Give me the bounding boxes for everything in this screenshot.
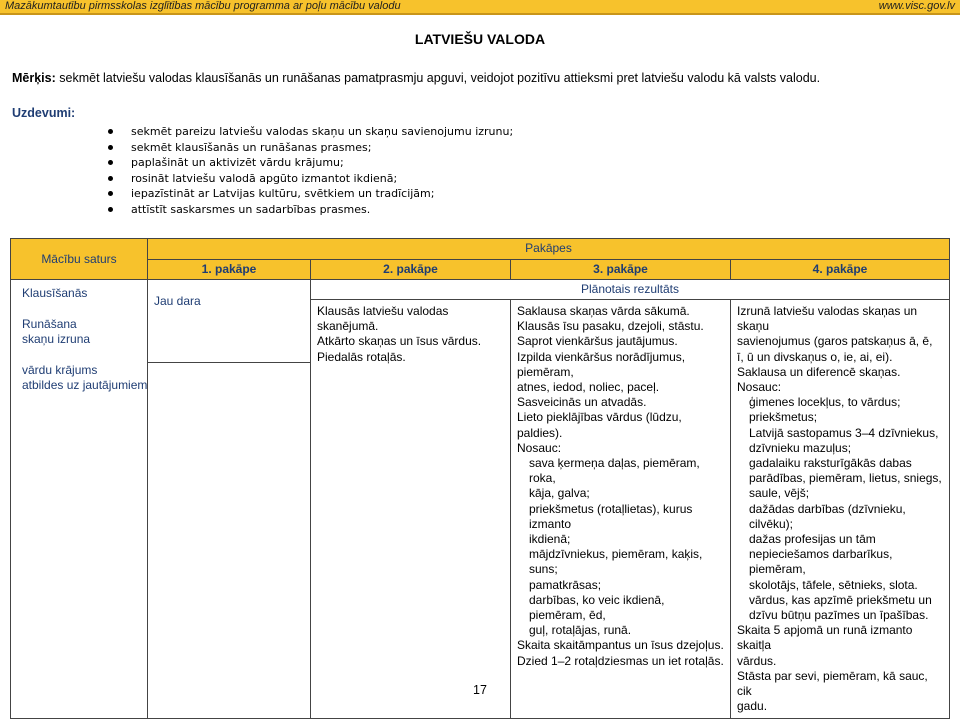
result-line: guļ, rotaļājas, runā. (529, 623, 632, 638)
level-4-content (731, 300, 950, 719)
header-bar (0, 0, 960, 15)
result-line: ikdienā; (529, 532, 571, 547)
area-runasana: Runāšana (22, 316, 77, 331)
result-line: ī, ū un divskaņus o, ie, ai, ei). (737, 349, 893, 364)
task-item: paplašināt un aktivizēt vārdu krājumu; (106, 155, 513, 171)
area-vardu-krajums: vārdu krājums (22, 362, 98, 377)
result-line: vārdus, kas apzīmē priekšmetu un (749, 592, 932, 607)
result-line: vārdus. (737, 653, 777, 668)
result-line: Saklausa un diferencē skaņas. (737, 364, 901, 379)
result-line: Klausās īsu pasaku, dzejoli, stāstu. (517, 319, 704, 334)
level-2-line: Atkārto skaņas un īsus vārdus. (317, 334, 482, 349)
result-line: Saprot vienkāršus jautājumus. (517, 334, 678, 349)
level-2-content (311, 300, 511, 719)
task-item: sekmēt pareizu latviešu valodas skaņu un skaņu savienojumu izrunu; (106, 124, 513, 140)
goal-paragraph (12, 71, 820, 85)
level-2-line: Piedalās rotaļās. (317, 349, 406, 364)
tasks-list (106, 124, 513, 217)
area-klausisanas: Klausīšanās (22, 286, 88, 300)
result-line: mājdzīvniekus, piemēram, kaķis, suns; (529, 547, 703, 577)
result-line: Dzied 1–2 rotaļdziesmas un iet rotaļās. (517, 653, 724, 668)
already-does-header: Jau dara (148, 280, 311, 363)
page-number: 17 (473, 683, 487, 697)
levels-header: Pakāpes (148, 239, 950, 260)
result-line: Stāsta par sevi, piemēram, kā sauc, cik (737, 668, 928, 699)
header-website: www.visc.gov.lv (878, 0, 955, 12)
result-line: gadu. (737, 699, 768, 714)
curriculum-table (10, 238, 950, 719)
result-line: atnes, iedod, noliec, paceļ. (517, 380, 660, 395)
area-atbildes: atbildes uz jautājumiem (22, 378, 148, 392)
goal-text: sekmēt latviešu valodas klausīšanās un runāšanas pamatprasmju apguvi, veidojot pozitīvu attieksmi pret latviešu valodu kā valsts valodu. (55, 71, 821, 85)
result-line: priekšmetus (rotaļlietas), kurus izmanto (529, 501, 693, 531)
header-program-title: Mazākumtautību pirmsskolas izglītības mācību programma ar poļu mācību valodu (5, 0, 401, 12)
result-line: dažas profesijas un tām (749, 532, 876, 547)
level-1-header: 1. pakāpe (148, 259, 311, 280)
result-line: priekšmetus; (749, 410, 818, 425)
result-line: Skaita 5 apjomā un runā izmanto skaitļa (737, 623, 913, 653)
task-item: attīstīt saskarsmes un sadarbības prasmes. (106, 202, 513, 218)
goal-label: Mērķis: (12, 71, 56, 85)
task-item: rosināt latviešu valodā apgūto izmantot ikdienā; (106, 171, 513, 187)
page-title: LATVIEŠU VALODA (414, 31, 546, 47)
level-2-header: 2. pakāpe (311, 259, 511, 280)
result-line: Izrunā latviešu valodas skaņas un skaņu (737, 304, 918, 334)
result-line: ģimenes locekļus, to vārdus; (749, 395, 901, 410)
result-line: nepieciešamos darbarīkus, piemēram, (749, 547, 893, 577)
result-line: Nosauc: (737, 380, 782, 395)
result-line: dzīvnieku mazuļus; (749, 440, 852, 455)
level-1-content (148, 363, 311, 719)
level-3-header: 3. pakāpe (511, 259, 731, 280)
level-2-line: Klausās latviešu valodas skanējumā. (317, 304, 449, 334)
result-line: Lieto pieklājības vārdus (lūdzu, paldies). (517, 410, 682, 440)
result-line: pamatkrāsas; (529, 577, 602, 592)
result-line: Skaita skaitāmpantus un īsus dzejoļus. (517, 638, 724, 653)
content-areas-column (11, 280, 148, 719)
result-line: Nosauc: (517, 440, 562, 455)
result-line: Izpilda vienkāršus norādījumus, piemēram, (517, 349, 686, 379)
result-line: saule, vējš; (749, 486, 810, 501)
area-skanu-izruna: skaņu izruna (22, 332, 91, 346)
result-line: darbības, ko veic ikdienā, piemēram, ēd, (529, 592, 665, 623)
result-line: kāja, galva; (529, 486, 590, 501)
planned-result-header: Plānotais rezultāts (311, 280, 950, 300)
level-4-header: 4. pakāpe (731, 259, 950, 280)
result-line: Latvijā sastopamus 3–4 dzīvniekus, (749, 425, 939, 440)
result-line: skolotājs, tāfele, sētnieks, slota. (749, 577, 918, 592)
task-item: iepazīstināt ar Latvijas kultūru, svētkiem un tradīcijām; (106, 186, 513, 202)
task-item: sekmēt klausīšanās un runāšanas prasmes; (106, 140, 513, 156)
result-line: dažādas darbības (dzīvnieku, cilvēku); (749, 501, 906, 531)
result-line: gadalaiku raksturīgākās dabas (749, 456, 912, 471)
result-line: parādības, piemēram, lietus, sniegs, (749, 471, 942, 486)
level-3-content (511, 300, 731, 719)
result-line: savienojumus (garos patskaņus ā, ē, (737, 334, 933, 349)
result-line: Saklausa skaņas vārda sākumā. (517, 304, 690, 318)
subject-header: Mācību saturs (11, 239, 148, 280)
result-line: dzīvu būtņu pazīmes un īpašības. (749, 608, 929, 623)
result-line: sava ķermeņa daļas, piemēram, roka, (529, 456, 700, 486)
tasks-heading: Uzdevumi: (12, 106, 76, 120)
result-line: Sasveicinās un atvadās. (517, 395, 647, 410)
